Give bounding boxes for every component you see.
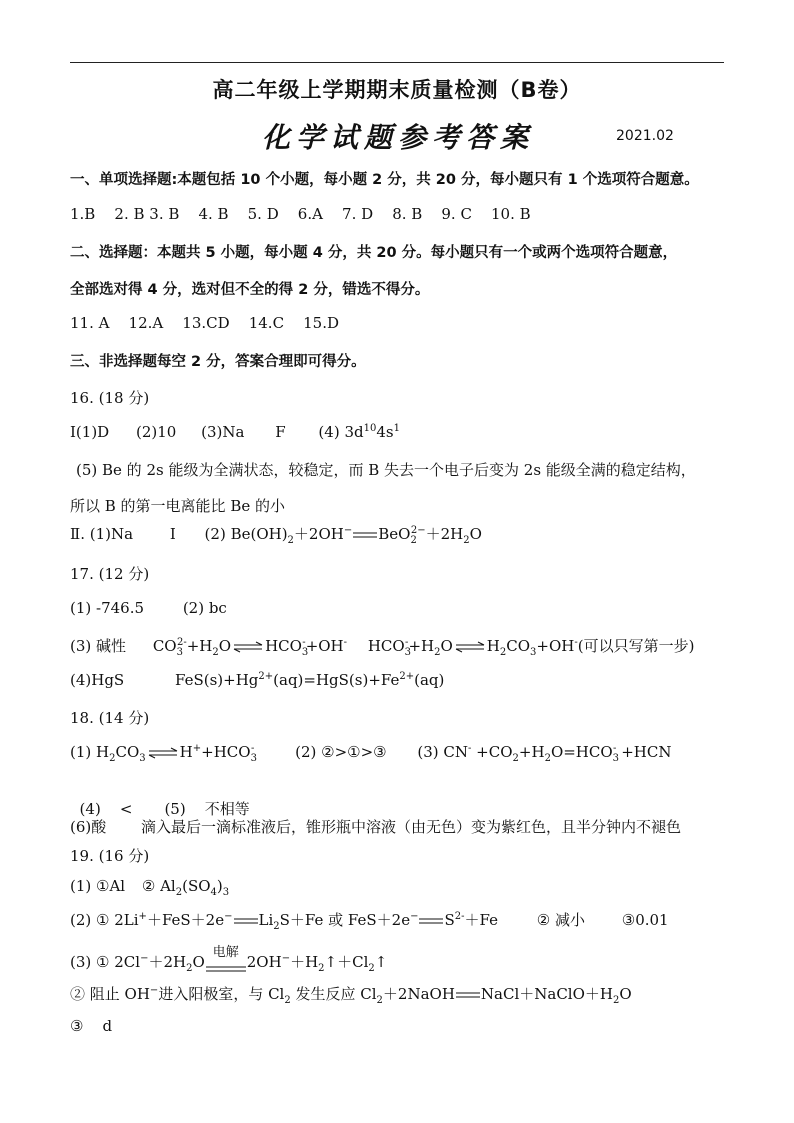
q19-membrane-explanation: ② 阻止 OH−进入阳极室，与 $Cl_2$ 发生反应 $Cl_2+2NaOH$ $NaCl+NaClO+H_2O$ <box>70 985 632 1006</box>
q18-ans-6: (6)酸 <box>70 818 107 836</box>
q19-ans-1a: (1) ①Al <box>70 877 126 895</box>
equilibrium-arrow <box>233 641 263 653</box>
equilibrium-arrow <box>148 747 178 759</box>
q16-ans-1: Ⅰ(1)D <box>70 423 110 441</box>
q19-line3 <box>70 945 388 974</box>
section-2-heading-line1: 二、选择题：本题共 5 小题，每小题 4 分，共 20 分。每小题只有一个或两个选项符合题意， <box>70 245 678 261</box>
q19-line5: ③ d <box>70 1017 113 1035</box>
q17-ans-4: (4)HgS <box>70 671 125 689</box>
q19-electrolysis-eq: (3) ① $2Cl^-+2H_2O$ 电解 $2OH^-+H_2↑+Cl_2↑$ <box>70 945 388 974</box>
q16-line4 <box>70 523 482 544</box>
q16-ans-2: (2)10 <box>135 423 177 441</box>
q18-line1 <box>70 743 672 764</box>
q17-line3 <box>70 671 444 689</box>
header-rule <box>70 62 724 63</box>
section-2-answers: 11. A 12.A 13.CD 14.C 15.D <box>70 314 340 332</box>
q16-ans-3: (3)Na <box>201 423 245 441</box>
q17-line1 <box>70 599 227 617</box>
q18-ans-2: (2) ②>①>③ <box>295 743 387 761</box>
q16-ii-ans-1: Ⅱ. (1)Na <box>70 525 134 543</box>
section-1-answers: 1.B 2. B 3. B 4. B 5. D 6.A 7. D 8. B 9. C 10. B <box>70 205 531 223</box>
q18-ans-5: (5) 不相等 <box>164 800 250 818</box>
q19-ans-2b: ② 减小 <box>536 911 585 929</box>
q17-ans-1: (1) -746.5 <box>70 599 145 617</box>
exam-date: 2021.02 <box>616 128 674 144</box>
q16-ans-3b: F <box>275 423 286 441</box>
q16-line2: (5) Be 的 2s 能级为全满状态，较稳定，而 B 失去一个电子后变为 2s 能级全满的稳定结构， <box>76 461 696 479</box>
q16-ii-equation: (2) $Be(OH)_2+2OH^-$ $BeO_2^{2-}+2H_2O$ <box>204 525 482 546</box>
q18-ans-3: (3) $CN^- +CO_2+H_2O=HCO_3^- +HCN$ <box>417 743 672 764</box>
section-2-heading-line2: 全部选对得 4 分，选对但不全的得 2 分，错选不得分。 <box>70 282 430 298</box>
q19-ans-1b: ② $Al_2(SO_4)_3$ <box>141 877 230 898</box>
equals-sign <box>419 917 443 925</box>
q19-line2 <box>70 909 669 930</box>
section-1-heading: 一、单项选择题:本题包括 10 个小题，每小题 2 分，共 20 分，每小题只有 1 个选项符合题意。 <box>70 172 699 188</box>
q17-ans-3: (3) 碱性 <box>70 637 127 655</box>
q18-ans-4: (4) < <box>79 800 133 818</box>
q17-title: 17. (12 分) <box>70 565 150 583</box>
equals-sign <box>456 991 480 999</box>
q19-title: 19. (16 分) <box>70 847 150 865</box>
page-title: 高二年级上学期期末质量检测（B卷） <box>212 78 582 102</box>
q16-ans-4: (4) $3d^{10}4s^1$ <box>318 423 400 441</box>
q19-electrode-eq: (2) ① 2Li+＋FeS＋2e− $Li_2S+Fe$ 或 FeS＋2e− $S^{2-}+Fe$ <box>70 911 498 932</box>
q16-line3: 所以 B 的第一电离能比 Be 的小 <box>70 497 285 515</box>
q19-line4 <box>70 983 632 1004</box>
q19-line1 <box>70 877 230 898</box>
page-subtitle: 化学试题参考答案 <box>262 121 535 154</box>
q17-hydrolysis-2: $HCO_3^-+H_2O$ $H_2CO_3+OH^-$(可以只写第一步) <box>367 637 695 658</box>
section-3-heading: 三、非选择题每空 2 分，答案合理即可得分。 <box>70 354 366 370</box>
q18-line2 <box>70 780 250 819</box>
q18-line3 <box>70 816 681 837</box>
equilibrium-arrow <box>455 641 485 653</box>
q17-line2 <box>70 635 694 656</box>
equals-sign <box>353 531 377 539</box>
q17-ans-2: (2) bc <box>182 599 227 617</box>
q19-ans-2c: ③0.01 <box>621 911 669 929</box>
q18-titration-endpoint: 滴入最后一滴标准液后，锥形瓶中溶液（由无色）变为紫红色，且半分钟内不褪色 <box>141 818 682 836</box>
q16-ii-ans-1b: I <box>169 525 176 543</box>
equals-sign <box>234 917 258 925</box>
q18-title: 18. (14 分) <box>70 709 150 727</box>
q17-conversion-eq: $FeS(s)+Hg^{2+}(aq)=HgS(s)+Fe^{2+}(aq)$ <box>175 671 445 689</box>
q16-title: 16. (18 分) <box>70 389 150 407</box>
q16-line1 <box>70 423 400 441</box>
electrolysis-condition: 电解 <box>212 945 239 960</box>
q17-hydrolysis-1: $CO_3^{2-}+H_2O$ $HCO_3^-+OH^-$ <box>152 637 348 658</box>
q18-ionization-eq: (1) $H_2CO_3$ $H^++HCO_3^-$ <box>70 743 257 764</box>
